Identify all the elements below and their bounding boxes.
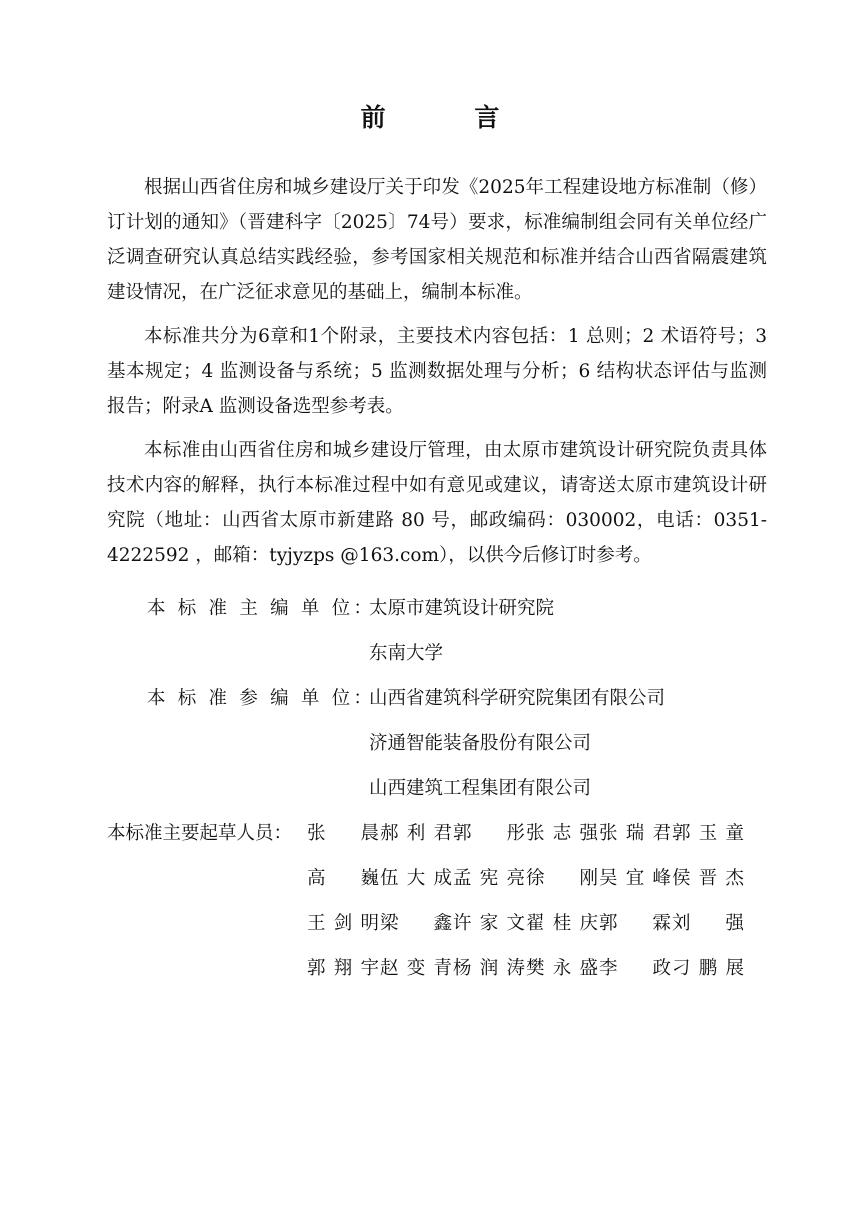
drafter-name: 王剑明 (307, 913, 379, 934)
drafter-name: 张志强 (526, 823, 598, 844)
drafter-name: 孟宪亮 (453, 868, 525, 889)
drafter-name: 郝利君 (380, 823, 452, 844)
drafters-row (307, 861, 745, 896)
drafter-name: 徐 刚 (526, 868, 598, 889)
participating-editor-row (107, 681, 767, 716)
drafters-block (107, 816, 767, 996)
participating-editor-label: 本 标 准 参 编 单 位： (147, 688, 376, 709)
paragraph-contents: 本标准共分为6章和1个附录，主要技术内容包括：1 总则；2 术语符号；3 基本规定；4 监测设备与系统；5 监测数据处理与分析；6 结构状态评估与监测报告；附录A 监测设备选型参考表。 (107, 326, 767, 417)
drafter-name: 张瑞君 (599, 823, 671, 844)
drafter-name: 郭 霖 (599, 913, 671, 934)
drafter-name: 高 巍 (307, 868, 379, 889)
drafter-name: 翟桂庆 (526, 913, 598, 934)
drafter-name: 侯晋杰 (672, 868, 744, 889)
drafter-name: 刁鹏展 (672, 958, 744, 979)
drafter-name: 郭玉童 (672, 823, 744, 844)
drafters-label: 本标准主要起草人员： (107, 823, 293, 844)
preface-body (107, 170, 767, 1006)
participating-editor-row (107, 771, 767, 806)
drafter-name: 李 政 (599, 958, 671, 979)
chief-editor-row (107, 636, 767, 671)
drafter-name: 许家文 (453, 913, 525, 934)
participating-editor-unit: 山西建筑工程集团有限公司 (369, 778, 592, 799)
participating-editor-row (107, 726, 767, 761)
drafter-name: 杨润涛 (453, 958, 525, 979)
participating-editor-unit: 济通智能装备股份有限公司 (369, 733, 592, 754)
drafter-name: 伍大成 (380, 868, 452, 889)
drafters-row (307, 951, 745, 986)
drafters-names (307, 816, 745, 996)
chief-editor-unit: 东南大学 (369, 643, 444, 664)
paragraph-basis: 根据山西省住房和城乡建设厅关于印发《2025年工程建设地方标准制（修）订计划的通知》（晋建科字〔2025〕74号）要求，标准编制组会同有关单位经广泛调查研究认真总结实践经验，参考国家相关规范和标准并结合山西省隔震建筑建设情况，在广泛征求意见的基础上，编制本标准。 (107, 177, 767, 303)
drafter-name: 梁 鑫 (380, 913, 452, 934)
drafter-name: 赵变青 (380, 958, 452, 979)
drafter-name: 刘 强 (672, 913, 744, 934)
chief-editor-label: 本 标 准 主 编 单 位： (147, 598, 376, 619)
drafter-name: 吴宜峰 (599, 868, 671, 889)
drafter-name: 张 晨 (307, 823, 379, 844)
drafters-row (307, 906, 745, 941)
paragraph-management: 本标准由山西省住房和城乡建设厅管理，由太原市建筑设计研究院负责具体技术内容的解释，执行本标准过程中如有意见或建议，请寄送太原市建筑设计研究院（地址：山西省太原市新建路 80 号，邮政编码：030002，电话：0351-4222592 ，邮箱：tyjyzps @163.com），以供今后修订时参考。 (107, 440, 767, 566)
drafter-name: 樊永盛 (526, 958, 598, 979)
drafter-name: 郭 彤 (453, 823, 525, 844)
participating-editor-unit: 山西省建筑科学研究院集团有限公司 (369, 688, 666, 709)
drafters-row (307, 816, 745, 851)
chief-editor-unit: 太原市建筑设计研究院 (369, 598, 555, 619)
chief-editor-row (107, 591, 767, 626)
drafter-name: 郭翔宇 (307, 958, 379, 979)
page-title: 前 言 (360, 103, 540, 132)
